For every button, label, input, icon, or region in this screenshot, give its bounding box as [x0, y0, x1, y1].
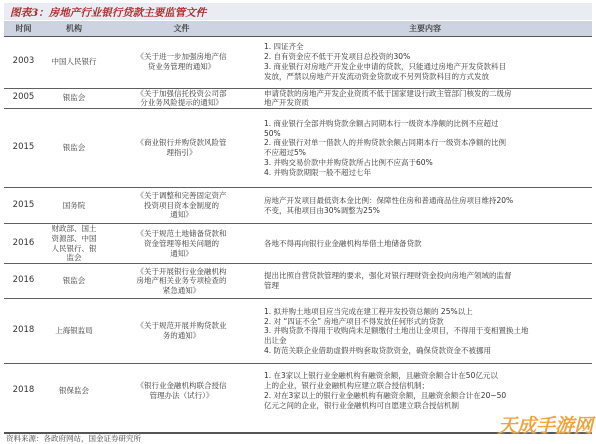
cell-time: 2016 — [12, 237, 35, 248]
cell-doc — [105, 299, 258, 364]
cell-content-line: 1. 四证齐全 — [264, 42, 304, 52]
cell-content-line: 3. 并购交易价款中并购贷款所占比例不应高于60% — [264, 157, 433, 167]
table-row — [4, 224, 592, 264]
cell-content-line: 地产开发资质 — [264, 98, 309, 108]
cell-content-line: 1. 在3家以上银行业金融机构有融资余额，且融资余额合计在50亿元以 — [264, 371, 498, 381]
cell-content-line: 发放，严禁以房地产开发流动资金贷款或不另列贷款科目的方式发放 — [264, 71, 489, 81]
cell-content-line: 1. 商业银行全部并购贷款余额占同期本行一级资本净额的比例不应超过 — [264, 118, 499, 128]
cell-org-line: 银监会 — [62, 276, 86, 286]
cell-doc — [105, 224, 258, 264]
cell-doc-line: 资金管理等相关问题的 — [144, 238, 219, 248]
cell-content — [258, 188, 592, 224]
cell-org-line: 人民银行、银 — [51, 243, 97, 253]
cell-doc-line: 通知》 — [170, 248, 193, 258]
cell-content — [258, 109, 592, 188]
cell-org — [43, 224, 105, 264]
header-row — [4, 21, 592, 36]
cell-doc — [105, 36, 258, 88]
table-header — [4, 21, 592, 36]
cell-content — [258, 36, 592, 88]
cell-doc — [105, 364, 258, 418]
watermark-logo: 天成手游网 — [498, 415, 594, 437]
figure-title: 图表3：房地产行业银行贷款主要监管文件 — [10, 7, 207, 19]
header-time: 时间 — [4, 21, 43, 36]
cell-content-line: 2. 商业银行对单一借款人的并购贷款余额占同期本行一级资本净额的比例 — [264, 138, 507, 148]
cell-doc-line: 《商业银行并购贷款风险管 — [136, 138, 227, 148]
cell-doc-line: 通知》 — [170, 210, 193, 220]
cell-time: 2018 — [12, 385, 35, 396]
table-row — [4, 109, 592, 188]
cell-content-line: 3. 商业银行对房地产开发企业申请的贷款，只能通过房地产开发贷款科目 — [264, 62, 507, 71]
cell-doc-line: 《关于规范开展并购贷款业 — [136, 321, 227, 331]
cell-org-line: 银监会 — [62, 143, 86, 153]
cell-content — [258, 264, 592, 299]
table-row — [4, 36, 592, 88]
header-content: 主要内容 — [258, 21, 592, 36]
cell-time: 2016 — [12, 275, 35, 286]
cell-content-line: 不变，其他项目由30%调整为25% — [264, 205, 380, 215]
cell-doc-line: 理指引》 — [166, 148, 197, 158]
cell-content — [258, 224, 592, 264]
cell-time: 2005 — [12, 92, 35, 103]
cell-doc-line: 投资项目资本金制度的 — [144, 200, 219, 210]
cell-time: 2015 — [12, 199, 35, 210]
cell-content-line: 上的企业，银行业金融机构应建立联合授信机制； — [264, 381, 429, 391]
cell-doc-line: 《关于调整和完善固定资产 — [136, 190, 227, 200]
cell-org-line: 国务院 — [62, 200, 86, 210]
cell-content-line: 4. 防范关联企业借助虚假并购套取贷款资金，确保贷款资金不被挪用 — [264, 345, 492, 355]
table-row — [4, 299, 592, 364]
cell-doc — [105, 264, 258, 299]
cell-doc-line: 《关于进一步加强房地产信 — [136, 52, 227, 62]
cell-org — [43, 364, 105, 418]
cell-content-line: 50% — [264, 128, 281, 138]
cell-org-line: 监会 — [66, 253, 82, 263]
cell-doc-line: 《关于规范土地储备贷款和 — [136, 228, 227, 238]
cell-content-line: 亿元之间的企业，银行业金融机构可自愿建立联合授信机制 — [264, 400, 459, 410]
cell-content — [258, 88, 592, 109]
cell-content-line: 不应超过5% — [264, 148, 306, 158]
header-doc: 文件 — [105, 21, 258, 36]
cell-org — [43, 299, 105, 364]
cell-org-line: 中国人民银行 — [51, 57, 97, 67]
cell-doc — [105, 88, 258, 109]
cell-doc-line: 管理办法（试行）》 — [149, 391, 214, 401]
cell-org — [43, 188, 105, 224]
table-row — [4, 364, 592, 418]
cell-org-line: 银保监会 — [59, 386, 89, 396]
cell-content — [258, 364, 592, 418]
cell-content-line: 2. 对在3家以上的银行业金融机构有融资余额，且融资余额合计在20~50 — [264, 391, 507, 401]
table-row — [4, 88, 592, 109]
regulation-table — [4, 21, 592, 418]
cell-content-line: 管理 — [264, 281, 279, 291]
cell-content-line: 提出比照自营贷款管理的要求，强化对银行理财资金投向房地产领域的监督 — [264, 271, 512, 281]
cell-content-line: 房地产开发项目最低资本金比例：保障性住房和普通商品住房项目维持20% — [264, 195, 514, 205]
cell-doc-line: 《关于开展银行业金融机构 — [136, 266, 227, 276]
cell-content — [258, 299, 592, 364]
cell-org-line: 银监会 — [62, 93, 86, 103]
cell-time: 2015 — [12, 142, 35, 153]
cell-doc-line: 《银行业金融机构联合授信 — [136, 381, 227, 391]
table-row — [4, 188, 592, 224]
cell-doc-line: 分业务风险提示的通知》 — [140, 98, 223, 108]
cell-org — [43, 36, 105, 88]
header-org: 机构 — [43, 21, 105, 36]
cell-content-line: 各地不得再向银行业金融机构举借土地储备贷款 — [264, 238, 422, 248]
table-row — [4, 264, 592, 299]
cell-doc-line: 务的通知》 — [162, 331, 201, 341]
cell-org — [43, 88, 105, 109]
cell-content-line: 2. 自有资金应不低于开发项目总投资的30% — [264, 52, 411, 62]
cell-content-line: 3. 并购贷款不得用于收购尚未足额缴付土地出让金项目，不得用于变相置换土地 — [264, 326, 529, 336]
cell-org-line: 财政部、国土 — [51, 224, 97, 234]
title-bar — [4, 3, 592, 20]
cell-time: 2018 — [12, 325, 35, 336]
cell-content-line: 2. 对 “四证不全” 房地产项目不得发放任何形式的贷款 — [264, 316, 444, 326]
cell-doc-line: 贷业务管理的通知》 — [147, 62, 216, 71]
cell-doc-line: 房地产相关业务专项检查的 — [136, 276, 227, 286]
cell-time: 2003 — [12, 56, 35, 67]
cell-org-line: 上海银监局 — [55, 326, 93, 336]
cell-content-line: 出让金 — [264, 336, 287, 346]
cell-content-line: 申请贷款的房地产开发企业资质不低于国家建设行政主管部门核发的二级房 — [264, 88, 512, 98]
cell-doc-line: 紧急通知》 — [162, 286, 201, 296]
cell-doc-line: 《关于加强信托投资公司部 — [136, 88, 227, 98]
cell-content-line: 4. 并购贷款期限一般不超过七年 — [264, 167, 372, 177]
cell-org — [43, 264, 105, 299]
table-body — [4, 36, 592, 418]
cell-doc — [105, 109, 258, 188]
cell-org — [43, 109, 105, 188]
cell-doc — [105, 188, 258, 224]
source-note: 资料来源：各政府网站，国金证券研究所 — [6, 434, 141, 443]
cell-org-line: 资源部、中国 — [51, 233, 97, 243]
cell-content-line: 1. 拟并购土地项目应当完成在建工程开发投资总额的 25%以上 — [264, 306, 473, 316]
